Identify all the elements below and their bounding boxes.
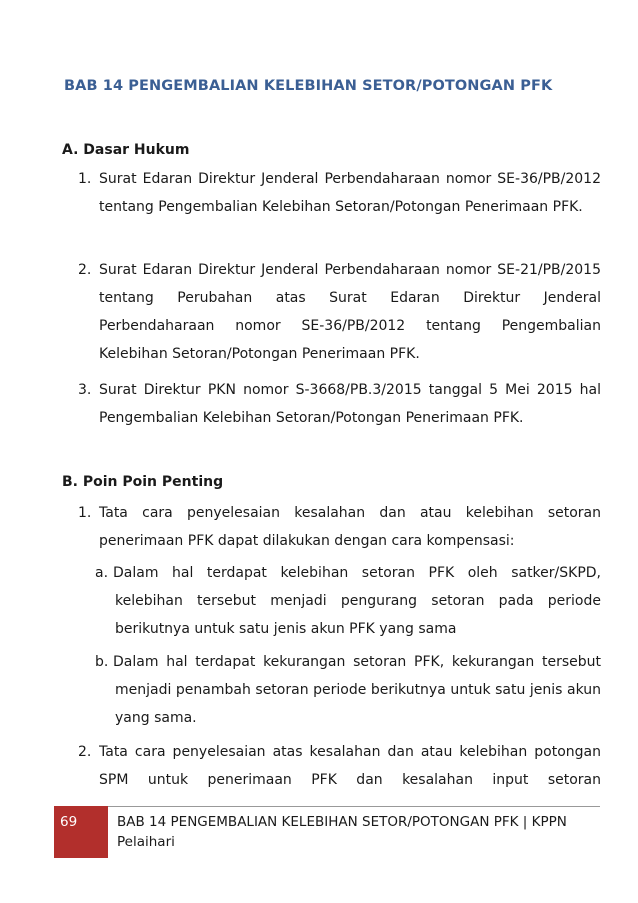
list-item-text: Surat Direktur PKN nomor S-3668/PB.3/2015 tanggal 5 Mei 2015 hal Pengembalian Kelebihan Setoran/Potongan Penerimaan PFK.	[99, 382, 601, 426]
list-number: 3.	[78, 382, 92, 398]
list-item-text: Tata cara penyelesaian kesalahan dan atau kelebihan setoran penerimaan PFK dapat dilakukan dengan cara kompensasi:	[99, 505, 601, 549]
list-number: 2.	[78, 262, 92, 278]
section-a-heading: A. Dasar Hukum	[62, 142, 190, 158]
chapter-title: BAB 14 PENGEMBALIAN KELEBIHAN SETOR/POTONGAN PFK	[64, 78, 553, 94]
list-item-text: Surat Edaran Direktur Jenderal Perbendaharaan nomor SE-36/PB/2012 tentang Pengembalian Kelebihan Setoran/Potongan Penerimaan PFK.	[99, 171, 601, 215]
list-number: 1.	[78, 171, 92, 187]
footer-chapter-label: BAB 14 PENGEMBALIAN KELEBIHAN SETOR/POTONGAN PFK | KPPN Pelaihari	[117, 814, 567, 850]
sublist-letter: a.	[95, 565, 109, 581]
sublist-letter: b.	[95, 654, 109, 670]
sublist-item-text: Dalam hal terdapat kekurangan setoran PFK, kekurangan tersebut menjadi penambah setoran periode berikutnya untuk satu jenis akun yang sama.	[113, 654, 601, 726]
page-number-badge	[54, 806, 108, 858]
list-item-text: Tata cara penyelesaian atas kesalahan dan atau kelebihan potongan SPM untuk penerimaan PFK dan kesalahan input setoran	[99, 744, 601, 788]
list-number: 2.	[78, 744, 92, 760]
list-item-text: Surat Edaran Direktur Jenderal Perbendaharaan nomor SE-21/PB/2015 tentang Perubahan atas Surat Edaran Direktur Jenderal Perbendaharaan nomor SE-36/PB/2012 tentang Pengembalian Kelebihan Setoran/Potongan Penerimaan PFK.	[99, 262, 601, 362]
page-number: 69	[60, 814, 78, 830]
list-number: 1.	[78, 505, 92, 521]
footer-divider	[108, 806, 600, 807]
sublist-item-text: Dalam hal terdapat kelebihan setoran PFK oleh satker/SKPD, kelebihan tersebut menjadi pengurang setoran pada periode berikutnya untuk satu jenis akun PFK yang sama	[113, 565, 601, 637]
section-b-heading: B. Poin Poin Penting	[62, 474, 224, 490]
